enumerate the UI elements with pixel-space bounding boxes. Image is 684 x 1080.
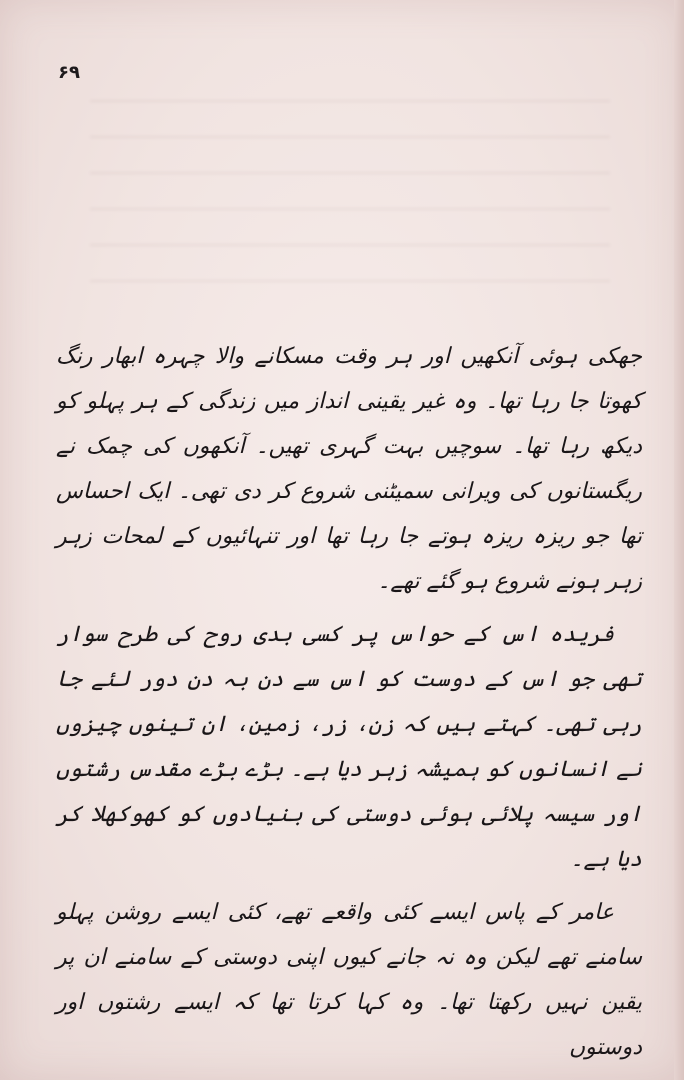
page-body — [56, 334, 642, 1078]
page-number: ۶۹ — [58, 62, 80, 83]
page-edge — [674, 0, 684, 1080]
paragraph-1: جھکی ہوئی آنکھیں اور ہر وقت مسکانے والا چہرہ ابھار رنگ کھوتا جا رہا تھا۔ وہ غیر یقینی انداز میں زندگی کے ہر پہلو کو دیکھ رہا تھا۔ سوچیں بہت گہری تھیں۔ آنکھوں کی چمک نے ریگستانوں کی ویرانی سمیٹنی شروع کر دی تھی۔ ایک احساس تھا جو ریزہ ریزہ ہوتے جا رہا تھا اور تنہائیوں کے لمحات زہر زہر ہونے شروع ہو گئے تھے۔ — [56, 344, 642, 594]
paragraph-2: فریدہ اس کے حواس پر کسی بدی روح کی طرح سوار تھی جو اس کے دوست کو اس سے دن بہ دن دور لئے جا رہی تھی۔ کہتے ہیں کہ زن، زر، زمین، ان تینوں چیزوں نے انسانوں کو ہمیشہ زہر دیا ہے۔ بڑے بڑے مقدس رشتوں اور سیسہ پلائی ہوئی دوستی کی بنیادوں کو کھوکھلا کر دیا ہے۔ — [56, 622, 642, 872]
paragraph-3: عامر کے پاس ایسے کئی واقعے تھے، کئی ایسے روشن پہلو سامنے تھے لیکن وہ نہ جانے کیوں اپنی دوستی کے سامنے ان پر یقین نہیں رکھتا تھا۔ وہ کہا کرتا تھا کہ ایسے رشتوں اور دوستوں — [56, 900, 642, 1060]
bleed-through-text — [90, 100, 610, 290]
